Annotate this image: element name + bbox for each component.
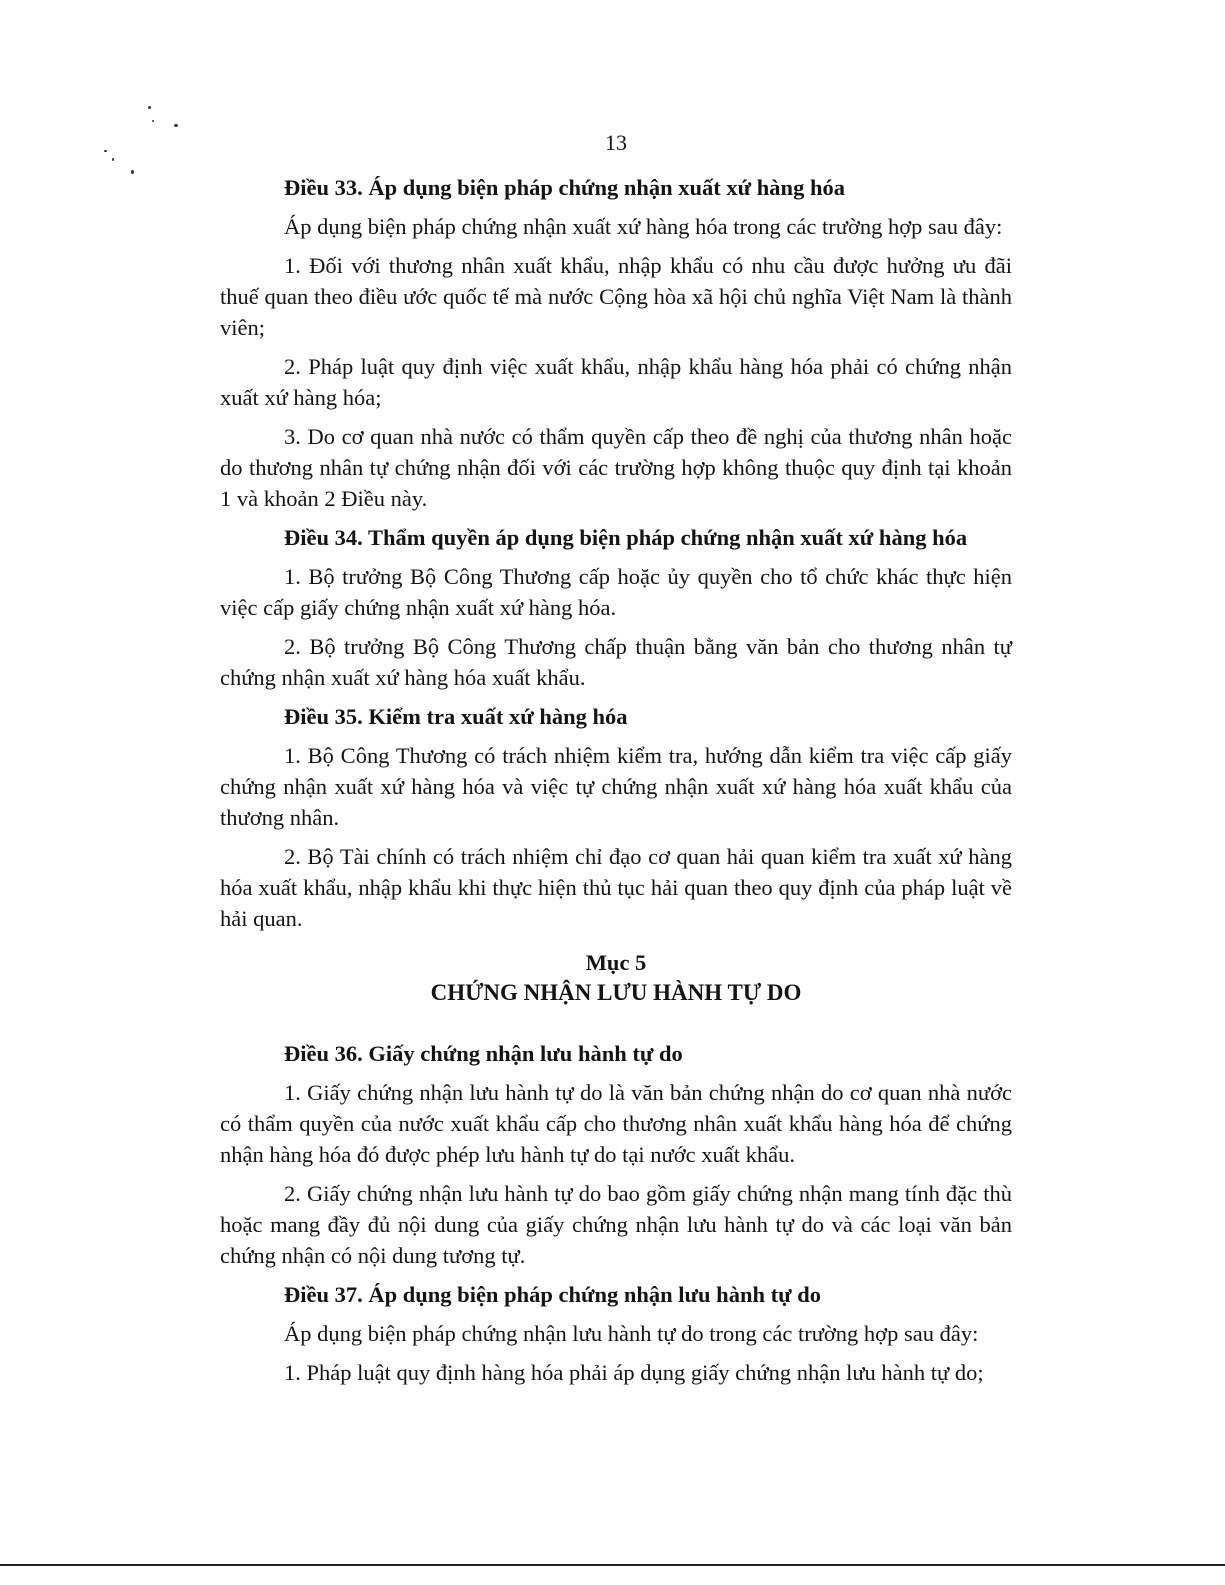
scan-speck — [174, 124, 178, 127]
article-37 — [220, 1279, 1012, 1388]
article-heading: Điều 34. Thẩm quyền áp dụng biện pháp chứng nhận xuất xứ hàng hóa — [284, 525, 968, 550]
article-paragraph: 2. Giấy chứng nhận lưu hành tự do bao gồm giấy chứng nhận mang tính đặc thù hoặc mang đầy đủ nội dung của giấy chứng nhận lưu hành tự do và các loại văn bản chứng nhận có nội dung tương tự. — [220, 1181, 1012, 1268]
article-paragraph: Áp dụng biện pháp chứng nhận lưu hành tự do trong các trường hợp sau đây: — [284, 1321, 979, 1346]
article-paragraph: 1. Bộ trưởng Bộ Công Thương cấp hoặc ủy quyền cho tổ chức khác thực hiện việc cấp giấy chứng nhận xuất xứ hàng hóa. — [220, 564, 1012, 620]
section-header — [220, 948, 1012, 1008]
page-number: 13 — [605, 130, 627, 155]
article-heading: Điều 36. Giấy chứng nhận lưu hành tự do — [284, 1041, 683, 1066]
article-paragraph: 2. Bộ trưởng Bộ Công Thương chấp thuận bằng văn bản cho thương nhân tự chứng nhận xuất xứ hàng hóa xuất khẩu. — [220, 634, 1012, 690]
article-36 — [220, 1038, 1012, 1271]
section-label: Mục 5 — [585, 950, 647, 975]
article-heading: Điều 37. Áp dụng biện pháp chứng nhận lưu hành tự do — [284, 1282, 821, 1307]
article-paragraph: 1. Bộ Công Thương có trách nhiệm kiểm tra, hướng dẫn kiểm tra việc cấp giấy chứng nhận xuất xứ hàng hóa và việc tự chứng nhận xuất xứ hàng hóa xuất khẩu của thương nhân. — [220, 743, 1012, 830]
scan-speck — [112, 158, 114, 161]
scan-speck — [148, 106, 151, 109]
scan-edge-line — [0, 1564, 1225, 1566]
article-heading: Điều 33. Áp dụng biện pháp chứng nhận xuất xứ hàng hóa — [284, 175, 845, 200]
article-paragraph: Áp dụng biện pháp chứng nhận xuất xứ hàng hóa trong các trường hợp sau đây: — [284, 214, 1003, 239]
scan-speck — [131, 170, 134, 174]
section-title: CHỨNG NHẬN LƯU HÀNH TỰ DO — [430, 980, 802, 1005]
scan-speck — [152, 120, 154, 122]
article-paragraph: 2. Pháp luật quy định việc xuất khẩu, nhập khẩu hàng hóa phải có chứng nhận xuất xứ hàng hóa; — [220, 354, 1012, 410]
document-body — [220, 172, 1012, 1396]
article-33 — [220, 172, 1012, 514]
article-paragraph: 1. Đối với thương nhân xuất khẩu, nhập khẩu có nhu cầu được hưởng ưu đãi thuế quan theo điều ước quốc tế mà nước Cộng hòa xã hội chủ nghĩa Việt Nam là thành viên; — [220, 253, 1012, 340]
article-35 — [220, 701, 1012, 934]
article-34 — [220, 522, 1012, 693]
article-paragraph: 3. Do cơ quan nhà nước có thẩm quyền cấp theo đề nghị của thương nhân hoặc do thương nhân tự chứng nhận đối với các trường hợp không thuộc quy định tại khoản 1 và khoản 2 Điều này. — [220, 424, 1012, 511]
article-paragraph: 1. Pháp luật quy định hàng hóa phải áp dụng giấy chứng nhận lưu hành tự do; — [284, 1360, 984, 1385]
article-heading: Điều 35. Kiểm tra xuất xứ hàng hóa — [284, 704, 628, 729]
article-paragraph: 2. Bộ Tài chính có trách nhiệm chỉ đạo cơ quan hải quan kiểm tra xuất xứ hàng hóa xuất khẩu, nhập khẩu khi thực hiện thủ tục hải quan theo quy định của pháp luật về hải quan. — [220, 844, 1012, 931]
article-paragraph: 1. Giấy chứng nhận lưu hành tự do là văn bản chứng nhận do cơ quan nhà nước có thẩm quyền của nước xuất khẩu cấp cho thương nhân xuất khẩu hàng hóa để chứng nhận hàng hóa đó được phép lưu hành tự do tại nước xuất khẩu. — [220, 1080, 1012, 1167]
